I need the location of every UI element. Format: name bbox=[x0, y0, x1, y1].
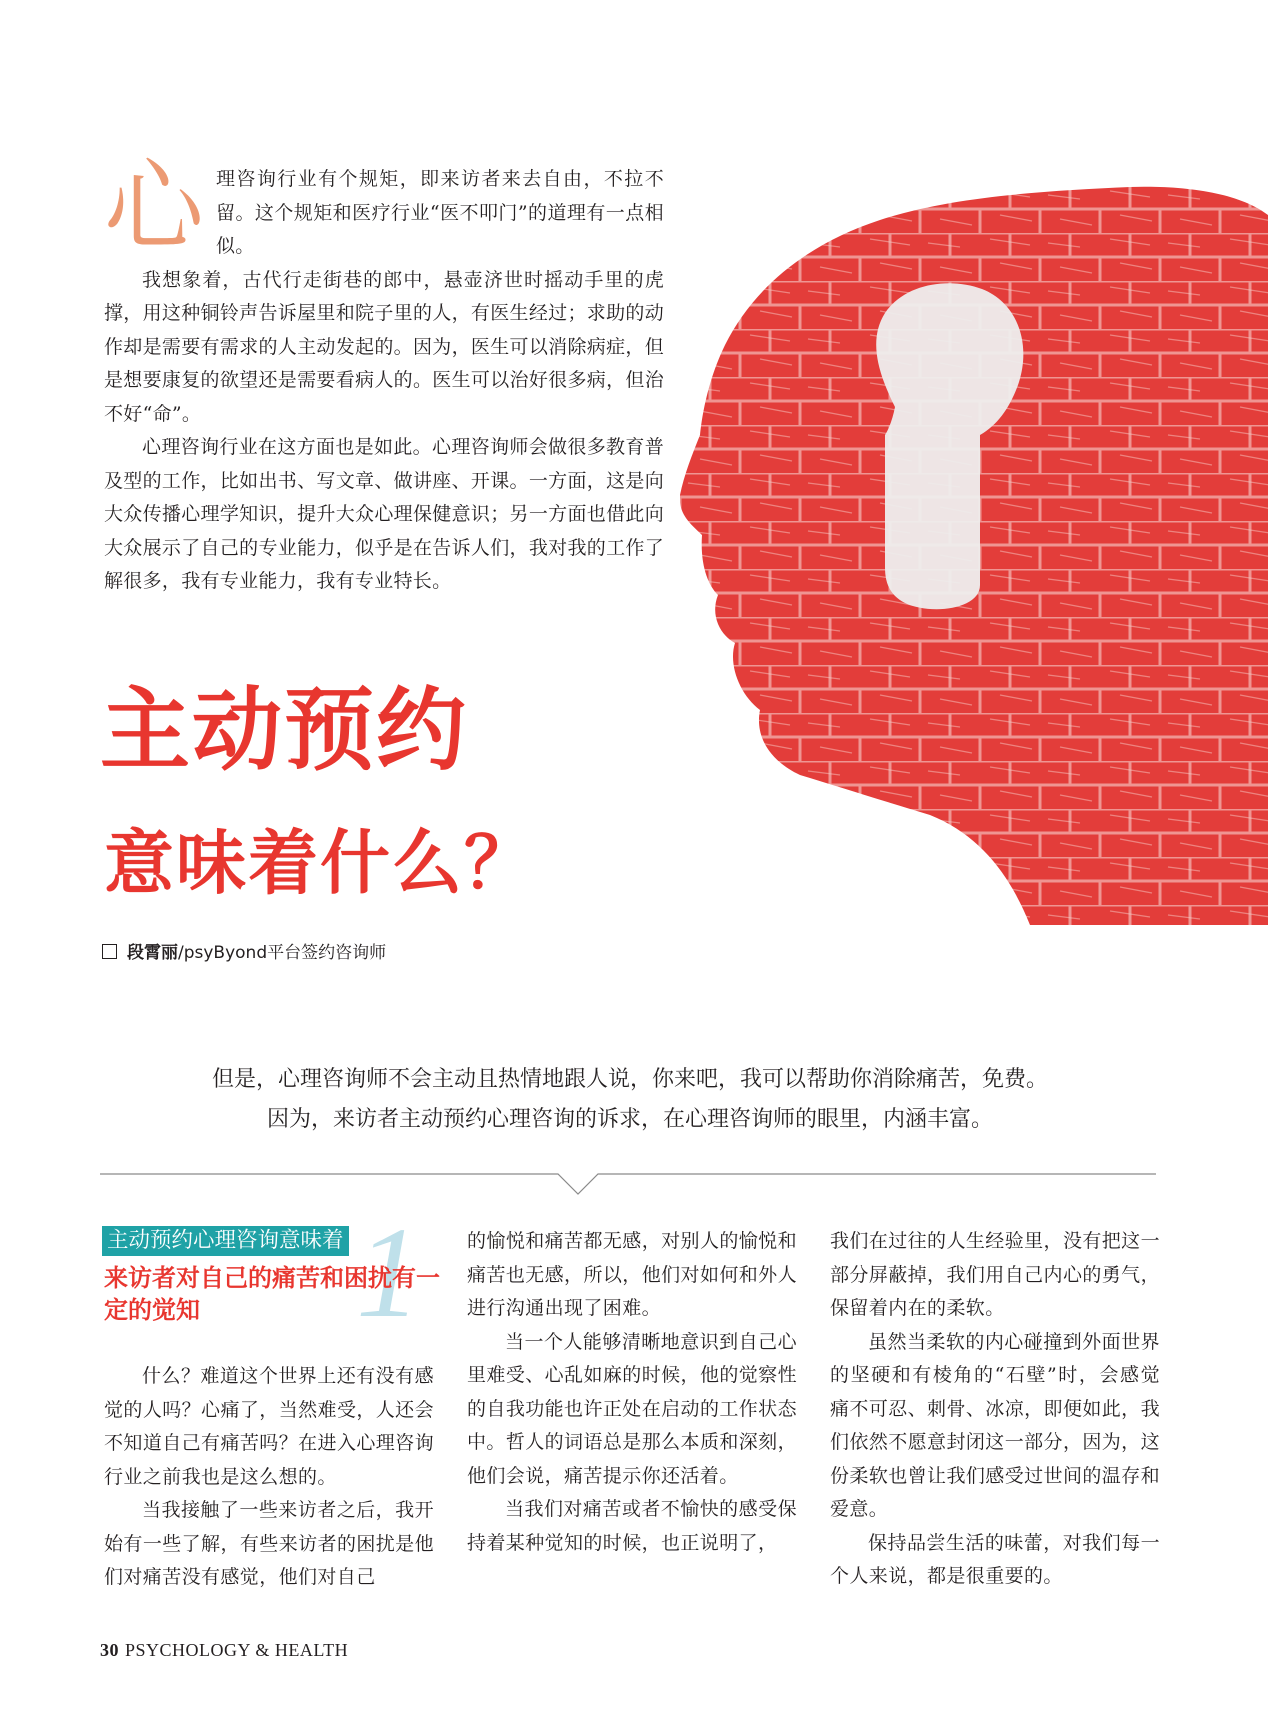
body-paragraph: 当我接触了一些来访者之后，我开始有一些了解，有些来访者的困扰是他们对痛苦没有感觉，他们对自己 bbox=[104, 1499, 434, 1588]
section-number: 1 bbox=[356, 1201, 421, 1345]
intro-paragraph-1: 理咨询行业有个规矩，即来访者来去自由，不拉不留。这个规矩和医疗行业“医不叩门”的道理有一点相似。 bbox=[216, 168, 664, 257]
author-byline bbox=[102, 942, 386, 964]
body-paragraph: 当我们对痛苦或者不愉快的感受保持着某种觉知的时候，也正说明了， bbox=[467, 1498, 797, 1554]
article-title-line-2: 意味着什么？ bbox=[104, 821, 536, 904]
intro-paragraph-2: 我想象着，古代行走街巷的郎中，悬壶济世时摇动手里的虎撑，用这种铜铃声告诉屋里和院子里的人，有医生经过；求助的动作却是需要有需求的人主动发起的。因为，医生可以消除病症，但是想要康复的欲望还是需要看病人的。医生可以治好很多病，但治不好“命”。 bbox=[104, 268, 664, 425]
page-number: 30 bbox=[100, 1640, 119, 1660]
lead-quote bbox=[100, 1060, 1160, 1140]
author-affiliation: /psyByond平台签约咨询师 bbox=[178, 943, 387, 963]
body-paragraph: 保持品尝生活的味蕾，对我们每一个人来说，都是很重要的。 bbox=[830, 1531, 1160, 1587]
lead-line-1: 但是，心理咨询师不会主动且热情地跟人说，你来吧，我可以帮助你消除痛苦，免费。 bbox=[211, 1067, 1048, 1092]
body-paragraph-continued: 我们在过往的人生经验里，没有把这一部分屏蔽掉，我们用自己内心的勇气，保留着内在的柔软。 bbox=[830, 1230, 1160, 1319]
body-column-2 bbox=[467, 1225, 797, 1560]
section-divider bbox=[100, 1170, 1156, 1200]
intro-paragraph-3: 心理咨询行业在这方面也是如此。心理咨询师会做很多教育普及型的工作，比如出书、写文章、做讲座、开课。一方面，这是向大众传播心理学知识，提升大众心理保健意识；另一方面也借此向大众展示了自己的专业能力，似乎是在告诉人们，我对我的工作了解很多，我有专业能力，我有专业特长。 bbox=[104, 436, 664, 592]
body-column-1 bbox=[104, 1360, 434, 1595]
lead-line-2: 因为，来访者主动预约心理咨询的诉求，在心理咨询师的眼里，内涵丰富。 bbox=[266, 1107, 993, 1132]
intro-text bbox=[104, 148, 664, 599]
drop-cap: 心 bbox=[104, 148, 205, 265]
author-name: 段霄丽 bbox=[127, 943, 178, 963]
head-keyhole-illustration bbox=[680, 185, 1268, 925]
body-paragraph: 什么？难道这个世界上还有没有感觉的人吗？心痛了，当然难受，人还会不知道自己有痛苦吗？在进入心理咨询行业之前我也是这么想的。 bbox=[104, 1365, 434, 1488]
section-tag: 主动预约心理咨询意味着 bbox=[102, 1226, 349, 1256]
body-paragraph: 当一个人能够清晰地意识到自己心里难受、心乱如麻的时候，他的觉察性的自我功能也许正处在启动的工作状态中。哲人的词语总是那么本质和深刻，他们会说，痛苦提示你还活着。 bbox=[467, 1330, 797, 1487]
body-paragraph: 虽然当柔软的内心碰撞到外面世界的坚硬和有棱角的“石壁”时，会感觉痛不可忍、刺骨、冰凉，即便如此，我们依然不愿意封闭这一部分，因为，这份柔软也曾让我们感受过世间的温存和爱意。 bbox=[830, 1330, 1160, 1520]
byline-square-icon bbox=[102, 944, 117, 959]
article-title-line-1: 主动预约 bbox=[100, 677, 468, 783]
body-column-3 bbox=[830, 1225, 1160, 1594]
magazine-name: PSYCHOLOGY & HEALTH bbox=[125, 1640, 349, 1660]
body-paragraph-continued: 的愉悦和痛苦都无感，对别人的愉悦和痛苦也无感，所以，他们对如何和外人进行沟通出现了困难。 bbox=[467, 1230, 797, 1319]
section-title: 来访者对自己的痛苦和困扰有一定的觉知 bbox=[104, 1263, 440, 1324]
page-footer bbox=[100, 1640, 348, 1661]
